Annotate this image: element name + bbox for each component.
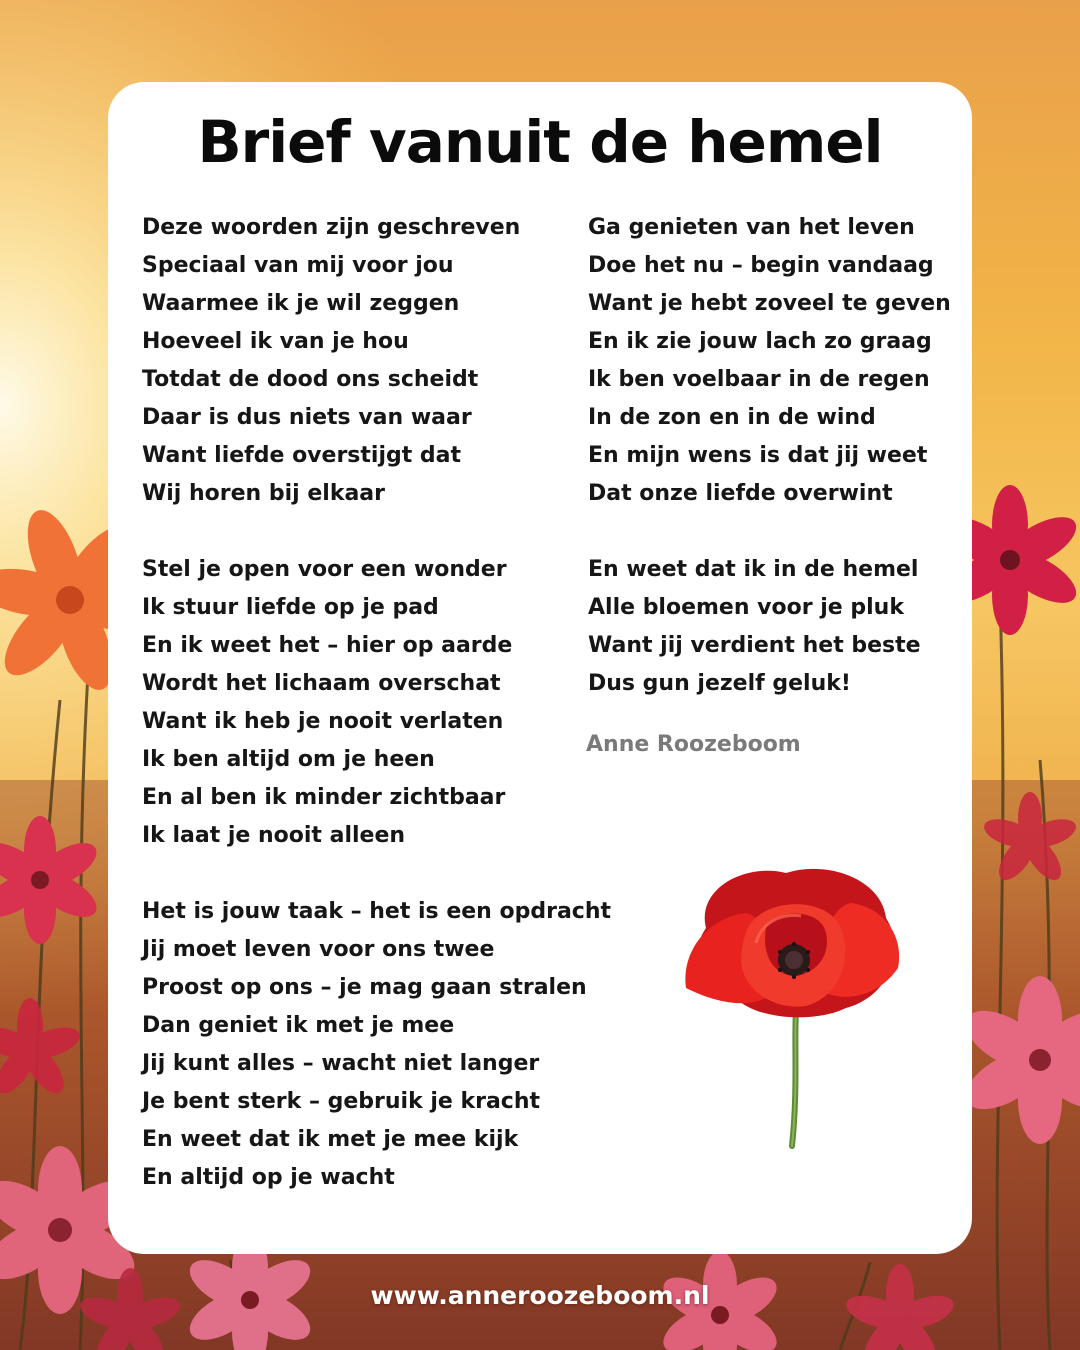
poem-line: In de zon en in de wind (588, 405, 876, 430)
poem-line: Hoeveel ik van je hou (142, 329, 409, 354)
poem-line: En weet dat ik met je mee kijk (142, 1127, 519, 1152)
poppy-icon (676, 858, 908, 1150)
poem-line: Het is jouw taak – het is een opdracht (142, 899, 612, 924)
stanza-1 (142, 209, 520, 513)
poem-line: Ga genieten van het leven (588, 215, 915, 240)
website-link[interactable]: www.anneroozeboom.nl (370, 1281, 710, 1310)
poem-line: Wordt het lichaam overschat (142, 671, 501, 696)
poem-line: Daar is dus niets van waar (142, 405, 472, 430)
poem-line: Jij moet leven voor ons twee (142, 937, 495, 962)
stanza-3 (142, 893, 611, 1197)
poem-line: Want jij verdient het beste (588, 633, 921, 658)
poem-line: Want ik heb je nooit verlaten (142, 709, 504, 734)
stanza-5 (588, 551, 921, 703)
poem-line: Ik ben altijd om je heen (142, 747, 435, 772)
stanza-2 (142, 551, 512, 855)
poem-line: Deze woorden zijn geschreven (142, 215, 521, 240)
page-title: Brief vanuit de hemel (197, 108, 883, 176)
poem-line: Dat onze liefde overwint (588, 481, 893, 506)
poem-line: Want liefde overstijgt dat (142, 443, 462, 468)
author-name: Anne Roozeboom (586, 732, 801, 757)
poem-line: Alle bloemen voor je pluk (588, 595, 904, 620)
poem-line: Ik stuur liefde op je pad (142, 595, 439, 620)
stanza-4 (588, 209, 951, 513)
poem-line: Ik laat je nooit alleen (142, 823, 406, 848)
poem-line: En weet dat ik in de hemel (588, 557, 919, 582)
poem-line: Stel je open voor een wonder (142, 557, 507, 582)
poem-line: Dan geniet ik met je mee (142, 1013, 455, 1038)
poem-line: Jij kunt alles – wacht niet langer (142, 1051, 540, 1076)
poem-line: Je bent sterk – gebruik je kracht (142, 1089, 541, 1114)
poem-line: Speciaal van mij voor jou (142, 253, 454, 278)
poem-line: En ik zie jouw lach zo graag (588, 329, 932, 354)
poem-line: Waarmee ik je wil zeggen (142, 291, 460, 316)
poem-line: Ik ben voelbaar in de regen (588, 367, 930, 392)
poem-line: En al ben ik minder zichtbaar (142, 785, 506, 810)
poem-line: Doe het nu – begin vandaag (588, 253, 934, 278)
poem-line: Wij horen bij elkaar (142, 481, 385, 506)
poem-line: Totdat de dood ons scheidt (142, 367, 479, 392)
poem-line: En altijd op je wacht (142, 1165, 395, 1190)
poem-line: Proost op ons – je mag gaan stralen (142, 975, 587, 1000)
poem-line: En mijn wens is dat jij weet (588, 443, 928, 468)
poem-line: Want je hebt zoveel te geven (588, 291, 951, 316)
poem-line: Dus gun jezelf geluk! (588, 671, 851, 696)
poem-line: En ik weet het – hier op aarde (142, 633, 513, 658)
